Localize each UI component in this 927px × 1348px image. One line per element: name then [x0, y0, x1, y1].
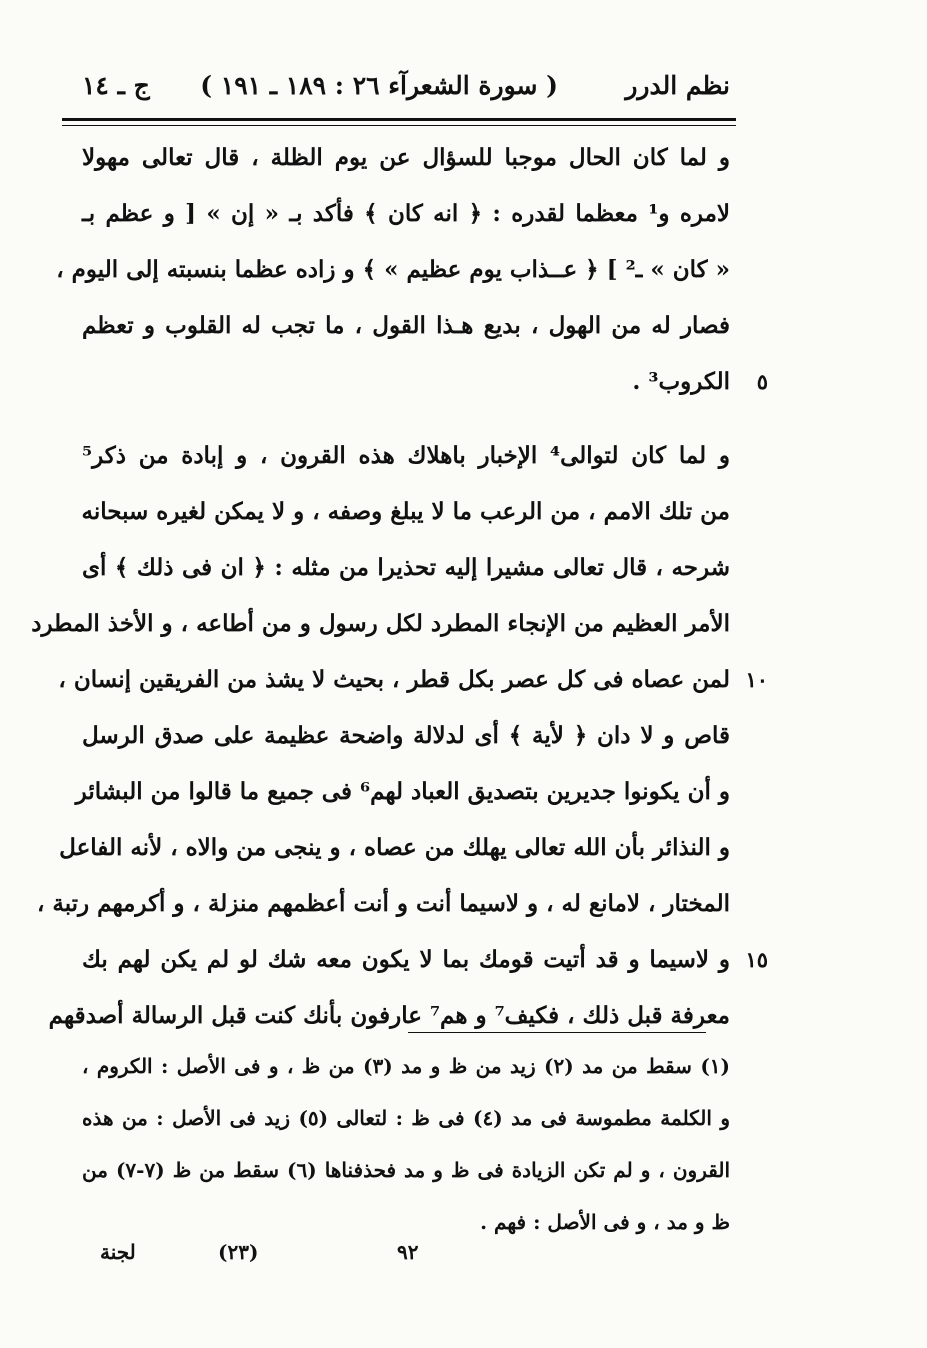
line-number: ٥: [756, 369, 768, 394]
footnote-line: و الكلمة مطموسة فى مد (٤) فى ظ : لتعالى (٥) زيد فى الأصل : من هذه: [82, 1106, 730, 1130]
footnote-line: (١) سقط من مد (٢) زيد من ظ و مد (٣) من ظ ، و فى الأصل : الكروم ،: [82, 1054, 730, 1078]
header-rule-thick: [62, 118, 736, 121]
text-line: شرحه ، قال تعالى مشيرا إليه تحذيرا من مثله : ﴿ ان فى ذلك ﴾ أى: [82, 554, 730, 581]
sheet-number: (٢٣): [218, 1240, 259, 1264]
text-line: قاص و لا دان ﴿ لأية ﴾ أى لدلالة واضحة عظيمة على صدق الرسل: [82, 722, 730, 749]
text-line: الأمر العظيم من الإنجاء المطرد لكل رسول و من أطاعه ، و الأخذ المطرد: [31, 610, 730, 637]
text-line: من تلك الامم ، من الرعب ما لا يبلغ وصفه ، و لا يمكن لغيره سبحانه: [81, 498, 730, 525]
text-line: « كان » ـ² ] ﴿ عــذاب يوم عظيم » ﴾ و زاده عظما بنسبته إلى اليوم ،: [56, 256, 730, 283]
text-line: فصار له من الهول ، بديع هـذا القول ، ما تجب له القلوب و تعظم: [82, 312, 730, 339]
book-title: نظم الدرر: [625, 71, 730, 100]
text-line: لامره و¹ معظما لقدره : ﴿ انه كان ﴾ فأكد بـ « إن » [ و عظم بـ: [82, 200, 731, 227]
text-line: و لما كان الحال موجبا للسؤال عن يوم الظلة ، قال تعالى مهولا: [82, 144, 730, 171]
header-rule-thin: [62, 125, 736, 126]
text-line: معرفة قبل ذلك ، فكيف⁷ و هم⁷ عارفون بأنك كنت قبل الرسالة أصدقهم: [48, 1002, 730, 1029]
text-line: و النذائر بأن الله تعالى يهلك من عصاه ، و ينجى من والاه ، لأنه الفاعل: [59, 834, 730, 861]
footnote-line: القرون ، و لم تكن الزيادة فى ظ و مد فحذفناها (٦) سقط من ظ (٧-٧) من: [82, 1158, 730, 1182]
text-line: و أن يكونوا جديرين بتصديق العباد لهم⁶ فى جميع ما قالوا من البشائر: [75, 778, 730, 805]
text-line: ٥ الكروب³ .: [82, 354, 730, 410]
text-line: و لما كان لتوالى⁴ الإخبار باهلاك هذه القرون ، و إبادة من ذكر⁵: [82, 442, 730, 469]
volume-number: ج ـ ١٤: [82, 71, 150, 100]
line-number: ١٥: [745, 947, 768, 972]
printer-signature: لجنة: [100, 1240, 136, 1264]
footnote-separator: [408, 1032, 706, 1033]
text-line: المختار ، لامانع له ، و لاسيما أنت و أنت أعظمهم منزلة ، و أكرمهم رتبة ،: [36, 890, 730, 917]
footnotes: [82, 1040, 730, 1248]
line-number: ١٠: [745, 667, 768, 692]
surah-reference: ( سورة الشعرآء ٢٦ : ١٨٩ ـ ١٩١ ): [200, 71, 558, 100]
text-line: ١٠ لمن عصاه فى كل عصر بكل قطر ، بحيث لا يشذ من الفريقين إنسان ،: [82, 652, 730, 708]
text-line: ١٥ و لاسيما و قد أتيت قومك بما لا يكون معه شك لو لم يكن لهم بك: [82, 932, 730, 988]
main-text: [31, 130, 768, 1044]
page-number: ٩٢: [397, 1240, 419, 1264]
footnote-line: ظ و مد ، و فى الأصل : فهم .: [480, 1210, 730, 1234]
page-header: [60, 66, 730, 106]
